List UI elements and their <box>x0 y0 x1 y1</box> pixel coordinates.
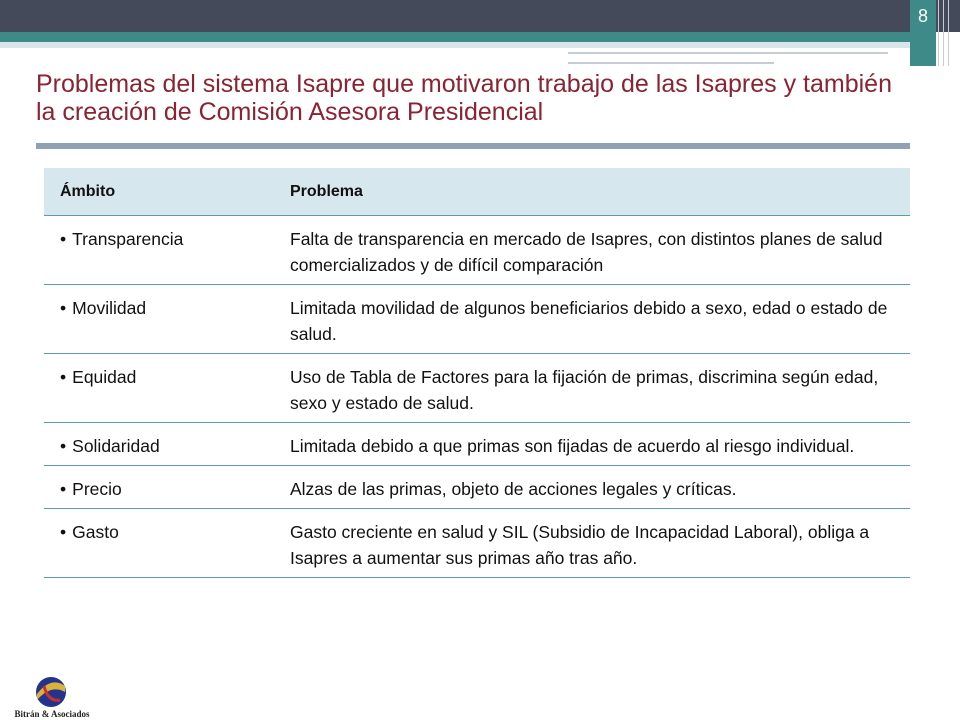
table-header-row <box>44 168 910 216</box>
ambito-label: Gasto <box>72 522 119 542</box>
ambito-cell <box>44 509 290 578</box>
table-row <box>44 216 910 285</box>
ambito-label: Movilidad <box>72 298 147 318</box>
table-row <box>44 466 910 509</box>
problema-cell: Gasto creciente en salud y SIL (Subsidio de Incapacidad Laboral), obliga a Isapres a aumentar sus primas año tras año. <box>290 509 910 578</box>
bitran-logo <box>4 672 100 720</box>
table-row <box>44 509 910 578</box>
problema-cell: Falta de transparencia en mercado de Isapres, con distintos planes de salud comercializados y de difícil comparación <box>290 216 910 285</box>
table-row <box>44 354 910 423</box>
bullet-icon: • <box>60 479 67 499</box>
problema-cell: Limitada movilidad de algunos beneficiarios debido a sexo, edad o estado de salud. <box>290 285 910 354</box>
decor-vline <box>948 0 949 66</box>
ambito-cell <box>44 466 290 509</box>
header-problema: Problema <box>290 168 910 216</box>
ambito-label: Equidad <box>72 367 137 387</box>
ambito-cell <box>44 423 290 466</box>
problema-cell: Uso de Tabla de Factores para la fijación de primas, discrimina según edad, sexo y estado de salud. <box>290 354 910 423</box>
decor-line <box>568 62 774 64</box>
decor-line <box>568 52 888 54</box>
ambito-cell <box>44 354 290 423</box>
bullet-icon: • <box>60 436 67 456</box>
bullet-icon: • <box>60 522 67 542</box>
decor-vline <box>938 0 939 66</box>
problems-table <box>44 168 910 578</box>
ambito-label: Precio <box>72 479 122 499</box>
accent-band <box>0 32 936 42</box>
logo-text: Bitrán & Asociados <box>14 709 90 719</box>
top-bar <box>0 0 960 32</box>
slide-title: Problemas del sistema Isapre que motivaron trabajo de las Isapres y también la creación de Comisión Asesora Presidencial <box>36 70 892 126</box>
title-divider <box>36 143 910 149</box>
ambito-cell <box>44 285 290 354</box>
accent-band-light <box>0 42 936 48</box>
bullet-icon: • <box>60 367 67 387</box>
table-row <box>44 423 910 466</box>
table-row <box>44 285 910 354</box>
page-number: 8 <box>917 6 928 26</box>
ambito-label: Transparencia <box>72 229 184 249</box>
ambito-cell <box>44 216 290 285</box>
problema-cell: Alzas de las primas, objeto de acciones legales y críticas. <box>290 466 910 509</box>
problema-cell: Limitada debido a que primas son fijadas de acuerdo al riesgo individual. <box>290 423 910 466</box>
ambito-label: Solidaridad <box>72 436 160 456</box>
decor-vline <box>943 0 944 66</box>
bullet-icon: • <box>60 298 67 318</box>
bullet-icon: • <box>60 229 67 249</box>
header-ambito: Ámbito <box>44 168 290 216</box>
